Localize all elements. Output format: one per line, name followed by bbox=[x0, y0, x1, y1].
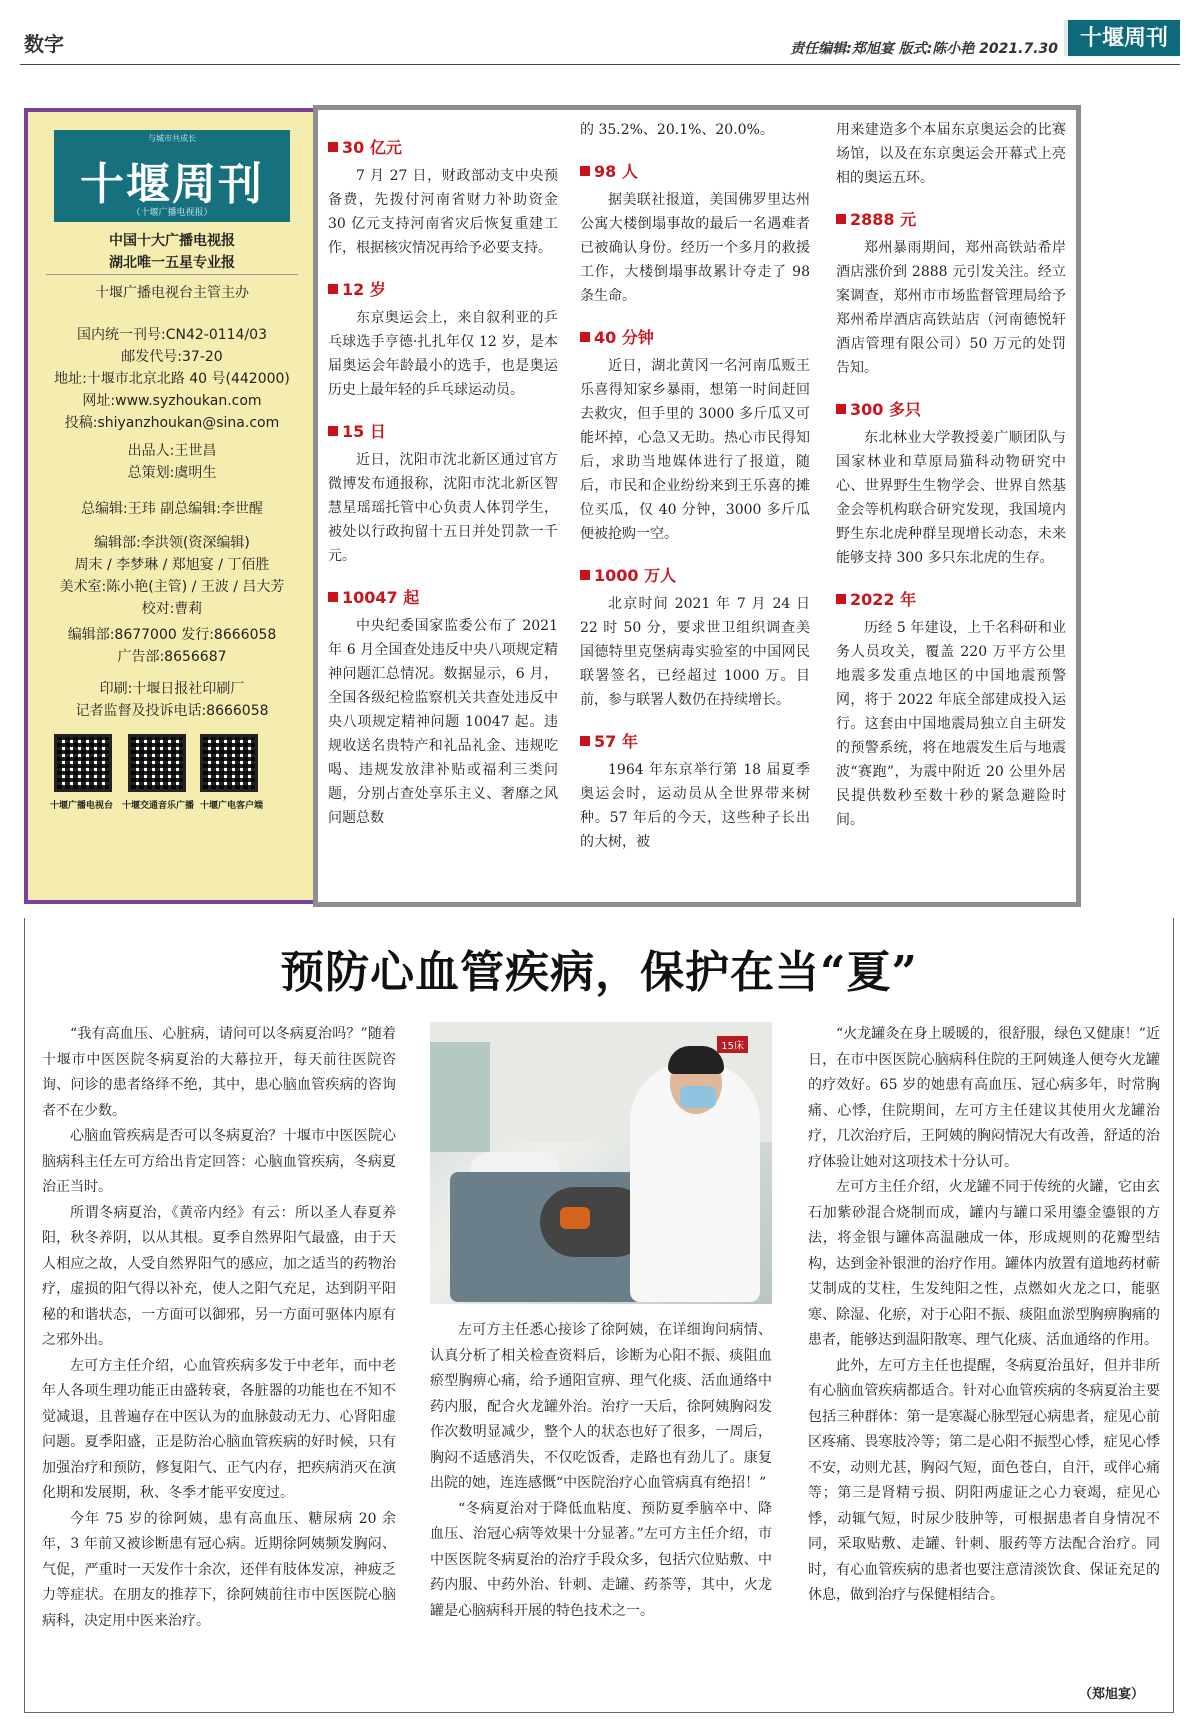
numbers-column-2 bbox=[580, 118, 810, 858]
article-paragraph: “我有高血压、心脏病，请问可以冬病夏治吗？”随着十堰市中医医院冬病夏治的大幕拉开，每天前往医院咨询、问诊的患者络绎不绝，其中，患心脑血管疾病的咨询者不在少数。 bbox=[42, 1026, 396, 1119]
figure-heading bbox=[836, 398, 1066, 422]
qr-code-tv[interactable] bbox=[54, 734, 112, 792]
numbers-box bbox=[313, 105, 1081, 907]
figure-heading bbox=[580, 326, 810, 350]
article-paragraph: 此外，左可方主任也提醒，冬病夏治虽好，但并非所有心脑血管疾病都适合。针对心血管疾病的冬病夏治主要包括三种群体：第一是寒凝心脉型冠心病患者，症见心前区疼痛、畏寒肢冷等；第二是心阳不振型心悸，症见心悸不安，动则尤甚，胸闷气短，面色苍白，自汗，或伴心痛等；第三是肾精亏损、阴阳两虚证之心力衰竭，症见心悸，动辄气短，时尿少肢肿等，可根据患者自身情况不同，采取贴敷、走罐、针刺、服药等方法配合治疗。同时，有心血管疾病的患者也要注意清淡饮食、保证充足的休息，做到治疗与保健相结合。 bbox=[808, 1357, 1160, 1603]
article-column-1 bbox=[42, 1022, 396, 1634]
figure-heading bbox=[328, 278, 558, 302]
red-square-icon bbox=[328, 142, 338, 152]
divider bbox=[46, 274, 298, 275]
website: 网址:www.syzhoukan.com bbox=[82, 393, 262, 409]
section-label: 数字 bbox=[24, 32, 64, 56]
logo-title: 十堰周刊 bbox=[80, 159, 264, 210]
desk-line: 编辑部:李洪领(资深编辑) bbox=[94, 535, 250, 551]
sponsor: 十堰广播电视台主管主办 bbox=[95, 285, 249, 301]
article-paragraph: 所谓冬病夏治，《黄帝内经》有云：所以圣人春夏养阳，秋冬养阴，以从其根。夏季自然界阳气最盛，由于天人相应之故，人受自然界阳气的感应，加之适当的药物治疗，虚损的阳气得以补充，使人之阳气充足，达到阴平阳秘的和谐状态，一方面可以御邪，另一方面可驱体内原有之邪外出。 bbox=[42, 1204, 396, 1348]
red-square-icon bbox=[580, 332, 590, 342]
figure-heading-text: 10047 起 bbox=[342, 588, 420, 607]
desk-line: 校对:曹莉 bbox=[141, 601, 203, 617]
figure-paragraph: 1964 年东京举行第 18 届夏季奥运会时，运动员从全世界带来树种。57 年后的今天，这些种子长出的大树，被 bbox=[580, 762, 810, 850]
editorial-staff bbox=[28, 532, 316, 620]
article-headline: 预防心血管疾病，保护在当“夏” bbox=[280, 947, 918, 998]
editors-credit: 责任编辑:郑旭宴 版式:陈小艳 2021.7.30 bbox=[790, 41, 1058, 57]
red-square-icon bbox=[580, 166, 590, 176]
article-paragraph: 心脑血管疾病是否可以冬病夏治？十堰市中医医院心脑病科主任左可方给出肯定回答：心脑血管疾病，冬病夏治正当时。 bbox=[42, 1128, 396, 1195]
figure-heading bbox=[580, 564, 810, 588]
figure-paragraph: 北京时间 2021 年 7 月 24 日 22 时 50 分，要求世卫组织调查美国德特里克堡病毒实验室的中国网民联署签名，已经超过 1000 万。目前，参与联署人数仍在持续增长。 bbox=[580, 596, 810, 708]
figure-heading-text: 12 岁 bbox=[342, 280, 386, 299]
red-square-icon bbox=[580, 570, 590, 580]
figure-paragraph: 用来建造多个本届东京奥运会的比赛场馆，以及在东京奥运会开幕式上亮相的奥运五环。 bbox=[836, 122, 1066, 186]
figure-paragraph: 东京奥运会上，来自叙利亚的乒乓球选手亨德·扎扎年仅 12 岁，是本届奥运会年龄最小的选手，也是奥运历史上最年轻的乒乓球运动员。 bbox=[328, 310, 558, 398]
issn: 国内统一刊号:CN42-0114/03 bbox=[77, 327, 267, 343]
email: 投稿:shiyanzhoukan@sina.com bbox=[64, 415, 280, 431]
chief-editors: 总编辑:王玮 副总编辑:李世醒 bbox=[81, 501, 263, 517]
desk-line: 美术室:陈小艳(主管) / 王波 / 吕大芳 bbox=[59, 579, 285, 595]
red-square-icon bbox=[328, 426, 338, 436]
red-square-icon bbox=[328, 592, 338, 602]
figure-heading-text: 1000 万人 bbox=[594, 566, 677, 585]
figure-heading bbox=[580, 160, 810, 184]
publisher: 出品人:王世昌 bbox=[127, 443, 217, 459]
qr-label: 十堰交通音乐广播 bbox=[122, 801, 195, 811]
figure-heading-text: 57 年 bbox=[594, 732, 638, 751]
figure-heading bbox=[328, 420, 558, 444]
figure-paragraph: 据美联社报道，美国佛罗里达州公寓大楼倒塌事故的最后一名遇难者已被确认身份。经历一个多月的救援工作，大楼倒塌事故累计夺走了 98 条生命。 bbox=[580, 192, 810, 304]
figure-paragraph: 历经 5 年建设，上千名科研和业务人员攻关，覆盖 220 万平方公里地震多发重点地区的中国地震预警网，将于 2022 年底全部建成投入运行。这套由中国地震局独立自主研发的预警系统，将在地震发生后与地震波“赛跑”，为震中附近 20 公里外居民提供数秒至数十秒的紧急避险时间。 bbox=[836, 620, 1066, 828]
figure-heading-text: 15 日 bbox=[342, 422, 386, 441]
bed-number-badge: 15床 bbox=[717, 1036, 748, 1053]
masthead-logo: 十堰周刊 bbox=[1064, 20, 1180, 56]
figure-heading bbox=[836, 588, 1066, 612]
figure-heading bbox=[580, 730, 810, 754]
figure-heading-text: 40 分钟 bbox=[594, 328, 654, 347]
numbers-column-1 bbox=[328, 118, 558, 834]
phone-info bbox=[28, 624, 316, 668]
fire-dragon-jar-icon bbox=[560, 1207, 590, 1229]
qr-code-app[interactable] bbox=[200, 734, 258, 792]
figure-heading-text: 2022 年 bbox=[850, 590, 917, 609]
figure-heading-text: 2888 元 bbox=[850, 210, 917, 229]
article-paragraph: 左可方主任介绍，火龙罐不同于传统的火罐，它由玄石加紫砂混合烧制而成，罐内与罐口采用鎏金鎏银的方法，将金银与罐体高温融成一体，形成规则的花瓣型结构，达到金补银泄的治疗作用。罐体内放置有道地药材蕲艾制成的艾柱，生发纯阳之性，点燃如火龙之口，能驱寒、除湿、化瘀，对于心阳不振、痰阻血淤型胸痹胸痛的患者，能够达到温阳散寒、理气化痰、活血通络的作用。 bbox=[808, 1179, 1160, 1348]
printer-info bbox=[28, 678, 316, 722]
honor-line: 中国十大广播电视报 bbox=[109, 233, 235, 249]
numbers-column-3 bbox=[836, 118, 1066, 836]
publisher-info bbox=[28, 440, 316, 484]
article-paragraph: 左可方主任介绍，心血管疾病多发于中老年，而中老年人各项生理功能正由盛转衰，各脏器的功能也在不知不觉减退，且普遍存在中医认为的血脉鼓动无力、心肾阳虚问题。夏季阳盛，正是防治心脑血管疾病的好时候，只有加强治疗和预防，修复阳气、正气内存，把疾病消灭在演化期和发展期，秋、冬季才能平安度过。 bbox=[42, 1357, 396, 1501]
figure-paragraph: 7 月 27 日，财政部动支中央预备费，先拨付河南省财力补助资金 30 亿元支持河南省灾后恢复重建工作，根据核灾情况再给予必要支持。 bbox=[328, 168, 558, 256]
qr-label: 十堰广播电视台 bbox=[50, 801, 114, 811]
header-rule bbox=[20, 64, 1180, 65]
red-square-icon bbox=[836, 594, 846, 604]
phone-line: 广告部:8656687 bbox=[117, 649, 227, 665]
article-photo bbox=[430, 1022, 772, 1304]
masthead-panel bbox=[24, 108, 320, 904]
figure-heading bbox=[328, 586, 558, 610]
figure-heading-text: 30 亿元 bbox=[342, 138, 402, 157]
photo-doctor-hair bbox=[668, 1046, 724, 1074]
printer: 印刷:十堰日报社印刷厂 bbox=[99, 681, 245, 697]
address: 地址:十堰市北京北路 40 号(442000) bbox=[54, 371, 290, 387]
article-column-3 bbox=[808, 1022, 1160, 1609]
newspaper-logo bbox=[54, 130, 290, 222]
desk-line: 周末 / 李梦琳 / 郑旭宴 / 丁佰胜 bbox=[74, 557, 270, 573]
figure-paragraph: 东北林业大学教授姜广顺团队与国家林业和草原局猫科动物研究中心、世界野生生物学会、世界自然基金会等机构联合研究发现，我国境内野生东北虎种群呈现增长动态，未来能够支持 300 多只东北虎的生存。 bbox=[836, 430, 1066, 566]
logo-slogan: 与城市共成长 bbox=[148, 134, 196, 143]
complaints-phone: 记者监督及投诉电话:8666058 bbox=[75, 703, 269, 719]
article-paragraph: “冬病夏治对于降低血粘度、预防夏季脑卒中、降血压、治冠心病等效果十分显著。”左可方主任介绍，市中医医院冬病夏治的治疗手段众多，包括穴位贴敷、中药内服、中药外治、针刺、走罐、药茶等，其中，火龙罐是心脑病科开展的特色技术之一。 bbox=[430, 1500, 772, 1619]
qr-label: 十堰广电客户端 bbox=[200, 801, 264, 811]
planner: 总策划:虞明生 bbox=[127, 465, 217, 481]
photo-window bbox=[430, 1042, 490, 1152]
red-square-icon bbox=[328, 284, 338, 294]
red-square-icon bbox=[836, 404, 846, 414]
article-paragraph: “火龙罐灸在身上暖暖的，很舒服，绿色又健康！”近日，在市中医医院心脑病科住院的王阿姨逢人便夸火龙罐的疗效好。65 岁的她患有高血压、冠心病多年，时常胸痛、心悸，住院期间，左可方主任建议其使用火龙罐治疗，几次治疗后，王阿姨的胸闷情况大有改善，舒适的治疗体验让她对这项技术十分认可。 bbox=[808, 1026, 1160, 1170]
figure-paragraph: 中央纪委国家监委公布了 2021 年 6 月全国查处违反中央八项规定精神问题汇总情况。数据显示，6 月，全国各级纪检监察机关共查处违反中央八项规定精神问题 10047 起。违规收送名贵特产和礼品礼金、违规吃喝、违规发放津补贴或福利三类问题，分别占查处享乐主义、奢靡之风问题总数 bbox=[328, 618, 558, 826]
figure-paragraph: 近日，湖北黄冈一名河南瓜贩王乐喜得知家乡暴雨，想第一时间赶回去救灾，但手里的 3000 多斤瓜又可能坏掉，心急又无助。热心市民得知后，求助当地媒体进行了报道，随后，市民和企业纷纷来到王乐喜的摊位买瓜，仅 40 分钟，3000 多斤瓜便被抢购一空。 bbox=[580, 358, 810, 542]
phone-line: 编辑部:8677000 发行:8666058 bbox=[67, 627, 277, 643]
photo-doctor-mask bbox=[680, 1086, 716, 1108]
figure-heading-text: 300 多只 bbox=[850, 400, 921, 419]
figure-paragraph: 近日，沈阳市沈北新区通过官方微博发布通报称，沈阳市沈北新区智慧星瑶瑶托管中心负责人体罚学生，被处以行政拘留十五日并处罚款一千元。 bbox=[328, 452, 558, 564]
figure-paragraph: 的 35.2%、20.1%、20.0%。 bbox=[580, 122, 774, 138]
article-paragraph: 左可方主任悉心接诊了徐阿姨，在详细询问病情、认真分析了相关检查资料后，诊断为心阳不振、痰阻血瘀型胸痹心痛，给予通阳宣痹、理气化痰、活血通络中药内服，配合火龙罐外治。治疗一天后，徐阿姨胸闷发作次数明显减少，整个人的状态也好了很多，一周后，胸闷不适感消失，不仅吃饭香，走路也有劲儿了。康复出院的她，连连感慨“中医院治疗心血管病真有绝招！” bbox=[430, 1322, 772, 1491]
honors bbox=[28, 230, 316, 274]
article-column-2 bbox=[430, 1318, 772, 1624]
publication-info bbox=[28, 324, 316, 434]
postal-code: 邮发代号:37-20 bbox=[121, 349, 223, 365]
figure-paragraph: 郑州暴雨期间，郑州高铁站希岸酒店涨价到 2888 元引发关注。经立案调查，郑州市市场监督管理局给予郑州希岸酒店高铁站店（河南德悦轩酒店管理有限公司）50 万元的处罚告知。 bbox=[836, 240, 1066, 376]
honor-line: 湖北唯一五星专业报 bbox=[109, 255, 235, 271]
article-paragraph: 今年 75 岁的徐阿姨，患有高血压、糖尿病 20 余年，3 年前又被诊断患有冠心病。近期徐阿姨频发胸闷、气促，严重时一天发作十余次，还伴有肢体发凉，神疲乏力等症状。在朋友的推荐下，徐阿姨前往市中医医院心脑病科，决定用中医来治疗。 bbox=[42, 1510, 396, 1629]
figure-heading-text: 98 人 bbox=[594, 162, 638, 181]
figure-heading bbox=[836, 208, 1066, 232]
figure-heading bbox=[328, 136, 558, 160]
red-square-icon bbox=[836, 214, 846, 224]
article-byline: （郑旭宴） bbox=[1078, 1687, 1144, 1702]
qr-code-radio[interactable] bbox=[128, 734, 186, 792]
logo-subtitle: （十堰广播电视报） bbox=[131, 208, 213, 218]
red-square-icon bbox=[580, 736, 590, 746]
